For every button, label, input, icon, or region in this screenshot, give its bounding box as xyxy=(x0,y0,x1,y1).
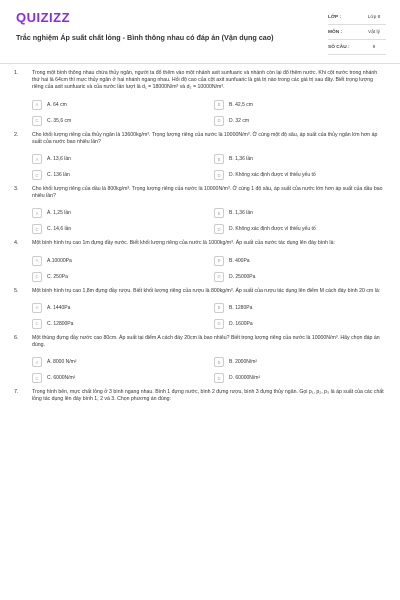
option-letter-box[interactable]: B xyxy=(214,100,224,110)
option-text: C. 136 lần xyxy=(47,172,70,179)
answer-option[interactable] xyxy=(214,170,384,180)
option-text: C. 35,6 cm xyxy=(47,117,72,124)
answer-option[interactable] xyxy=(32,319,202,329)
answer-option[interactable] xyxy=(32,116,202,126)
answer-option[interactable] xyxy=(214,373,384,383)
question-number: 3. xyxy=(14,186,19,193)
option-letter-box[interactable]: D xyxy=(214,116,224,126)
option-text: C. 6000N/m² xyxy=(47,375,76,382)
answer-option[interactable] xyxy=(214,116,384,126)
option-text: A. 1440Pa xyxy=(47,304,71,311)
meta-row-subject xyxy=(328,25,386,40)
option-text: D. 1600Pa xyxy=(229,320,253,327)
answer-options xyxy=(32,100,384,126)
option-letter-box[interactable]: B xyxy=(214,208,224,218)
option-letter-box[interactable]: A xyxy=(32,256,42,266)
option-text: B. 1280Pa xyxy=(229,304,253,311)
answer-option[interactable] xyxy=(32,154,202,164)
option-text: B. 400Pa xyxy=(229,257,250,264)
answer-option[interactable] xyxy=(214,208,384,218)
option-letter-box[interactable]: A xyxy=(32,303,42,313)
option-letter-box[interactable]: B xyxy=(214,357,224,367)
answer-options xyxy=(32,256,384,282)
answer-option[interactable] xyxy=(32,373,202,383)
answer-option[interactable] xyxy=(32,256,202,266)
question-number: 2. xyxy=(14,131,19,138)
option-letter-box[interactable]: C xyxy=(32,170,42,180)
answer-option[interactable] xyxy=(32,224,202,234)
answer-options xyxy=(32,154,384,180)
option-text: B. 42,5 cm xyxy=(229,101,253,108)
answer-options xyxy=(32,303,384,329)
quizizz-logo[interactable]: QUIZIZZ xyxy=(16,10,71,25)
question-block xyxy=(0,335,400,383)
option-letter-box[interactable]: A xyxy=(32,357,42,367)
question-list xyxy=(0,70,400,410)
option-letter-box[interactable]: A xyxy=(32,154,42,164)
answer-option[interactable] xyxy=(214,303,384,313)
meta-value: Lớp 8 xyxy=(367,14,381,20)
option-text: B. 1,36 lần xyxy=(229,210,253,217)
option-text: D. 25000Pa xyxy=(229,273,256,280)
question-number: 6. xyxy=(14,334,19,341)
meta-value: 9 xyxy=(372,44,376,50)
answer-option[interactable] xyxy=(214,154,384,164)
option-letter-box[interactable]: A xyxy=(32,100,42,110)
answer-option[interactable] xyxy=(32,357,202,367)
question-number: 1. xyxy=(14,70,19,76)
meta-key: MÔN : xyxy=(328,29,343,35)
header-divider xyxy=(0,63,400,64)
question-text: Một bình hình trụ cao 1m đựng đầy nước. Biết khối lượng riêng của nước là 1000kg/m³. Áp suất của nước tác dụng lên đáy bình là: xyxy=(32,240,335,247)
meta-row-class xyxy=(328,10,386,25)
option-text: D. 60000N/m² xyxy=(229,375,261,382)
option-letter-box[interactable]: D xyxy=(214,170,224,180)
answer-option[interactable] xyxy=(214,224,384,234)
option-text: C. 14,6 lần xyxy=(47,226,72,233)
option-letter-box[interactable]: C xyxy=(32,116,42,126)
option-text: B. 2000N/m² xyxy=(229,359,258,366)
answer-options xyxy=(32,208,384,234)
option-text: D. 32 cm xyxy=(229,117,250,124)
option-letter-box[interactable]: B xyxy=(214,303,224,313)
meta-value: Vật lý xyxy=(368,29,380,35)
question-text: Cho khối lượng riêng của thủy ngân là 13600kg/m³. Trọng lượng riêng của nước là 10000N/m³. Ở cùng một độ sâu, áp suất của thủy ngân lớn hơn áp suất của nước bao nhiêu lần? xyxy=(32,131,378,145)
option-letter-box[interactable]: D xyxy=(214,319,224,329)
option-letter-box[interactable]: C xyxy=(32,319,42,329)
answer-option[interactable] xyxy=(32,208,202,218)
question-number: 7. xyxy=(14,389,19,396)
question-number: 5. xyxy=(14,287,19,294)
answer-option[interactable] xyxy=(32,303,202,313)
option-text: A.10000Pa xyxy=(47,257,72,264)
question-block xyxy=(0,132,400,180)
option-text: A. 13,6 lần xyxy=(47,156,71,163)
answer-option[interactable] xyxy=(32,272,202,282)
meta-key: SỐ CÂU : xyxy=(328,44,350,50)
option-text: B. 1,36 lần xyxy=(229,156,253,163)
option-text: C. 250Pa xyxy=(47,273,68,280)
answer-option[interactable] xyxy=(214,357,384,367)
meta-box xyxy=(328,10,386,55)
meta-row-count xyxy=(328,40,386,55)
option-letter-box[interactable]: D xyxy=(214,373,224,383)
option-text: D. Không xác định được vì thiếu yếu tố xyxy=(229,172,316,179)
question-text: Trong hình bên, mực chất lỏng ở 3 bình ngang nhau. Bình 1 đựng nước, bình 2 đựng rượu, bình 3 đựng thủy ngân. Gọi p₁, p₂, p₃ là áp suất của các chất lỏng tác dụng lên đáy bình 1, 2 và 3. Chọn phương án đúng: xyxy=(32,389,384,403)
answer-options xyxy=(32,357,384,383)
option-text: D. Không xác định được vì thiếu yếu tố xyxy=(229,226,316,233)
answer-option[interactable] xyxy=(32,170,202,180)
answer-option[interactable] xyxy=(32,100,202,110)
question-block xyxy=(0,186,400,234)
option-letter-box[interactable]: C xyxy=(32,373,42,383)
worksheet-title: Trắc nghiệm Áp suất chất lỏng - Bình thông nhau có đáp án (Vận dụng cao) xyxy=(16,33,274,42)
option-letter-box[interactable]: C xyxy=(32,272,42,282)
option-text: C. 12800Pa xyxy=(47,320,74,327)
option-text: A. 1,25 lần xyxy=(47,210,71,217)
meta-key: LỚP : xyxy=(328,14,342,20)
option-letter-box[interactable]: B xyxy=(214,256,224,266)
question-number: 4. xyxy=(14,240,19,247)
option-letter-box[interactable]: C xyxy=(32,224,42,234)
question-block xyxy=(0,70,400,126)
worksheet-header xyxy=(0,0,400,64)
answer-option[interactable] xyxy=(214,256,384,266)
answer-option[interactable] xyxy=(214,100,384,110)
option-letter-box[interactable]: D xyxy=(214,224,224,234)
option-letter-box[interactable]: A xyxy=(32,208,42,218)
question-block xyxy=(0,288,400,329)
question-block xyxy=(0,240,400,281)
question-text: Trong một bình thông nhau chứa thủy ngân, người ta đổ thêm vào một nhánh axit sunfuaric và nhánh còn lại đổ thêm nước. Khi cột nước trong nhánh thứ hai là 64cm thì mực thủy ngân ở hai nhánh ngang nhau. Hỏi độ cao của cột axit sunfuaric là giá trị nào trong các giá trị sau đây. Biết trọng lượng riêng của axit sunfuaric và của nước lần lượt là d₁ = 18000N/m³ và d₂ = 10000N/m³. xyxy=(32,70,378,91)
question-block xyxy=(0,389,400,403)
option-letter-box[interactable]: B xyxy=(214,154,224,164)
option-letter-box[interactable]: D xyxy=(214,272,224,282)
question-text: Cho khối lượng riêng của dầu là 800kg/m³. Trọng lượng riêng của nước là 10000N/m³. Ở cùng 1 độ sâu, áp suất của nước lớn hơn áp suất của dầu bao nhiêu lần? xyxy=(32,186,383,200)
answer-option[interactable] xyxy=(214,272,384,282)
question-text: Một thùng đựng đầy nước cao 80cm. Áp suất tại điểm A cách đáy 20cm là bao nhiêu? Biết trọng lượng riêng của nước là 10000N/m³. Hãy chọn đáp án đúng. xyxy=(32,334,380,349)
option-text: A. 8000 N/m² xyxy=(47,359,77,366)
answer-option[interactable] xyxy=(214,319,384,329)
option-text: A. 64 cm xyxy=(47,101,67,108)
question-text: Một bình hình trụ cao 1,8m đựng đầy rượu. Biết khối lượng riêng của rượu là 800kg/m³. Áp suất của rượu tác dụng lên điểm M cách đáy bình 20 cm là: xyxy=(32,287,381,294)
